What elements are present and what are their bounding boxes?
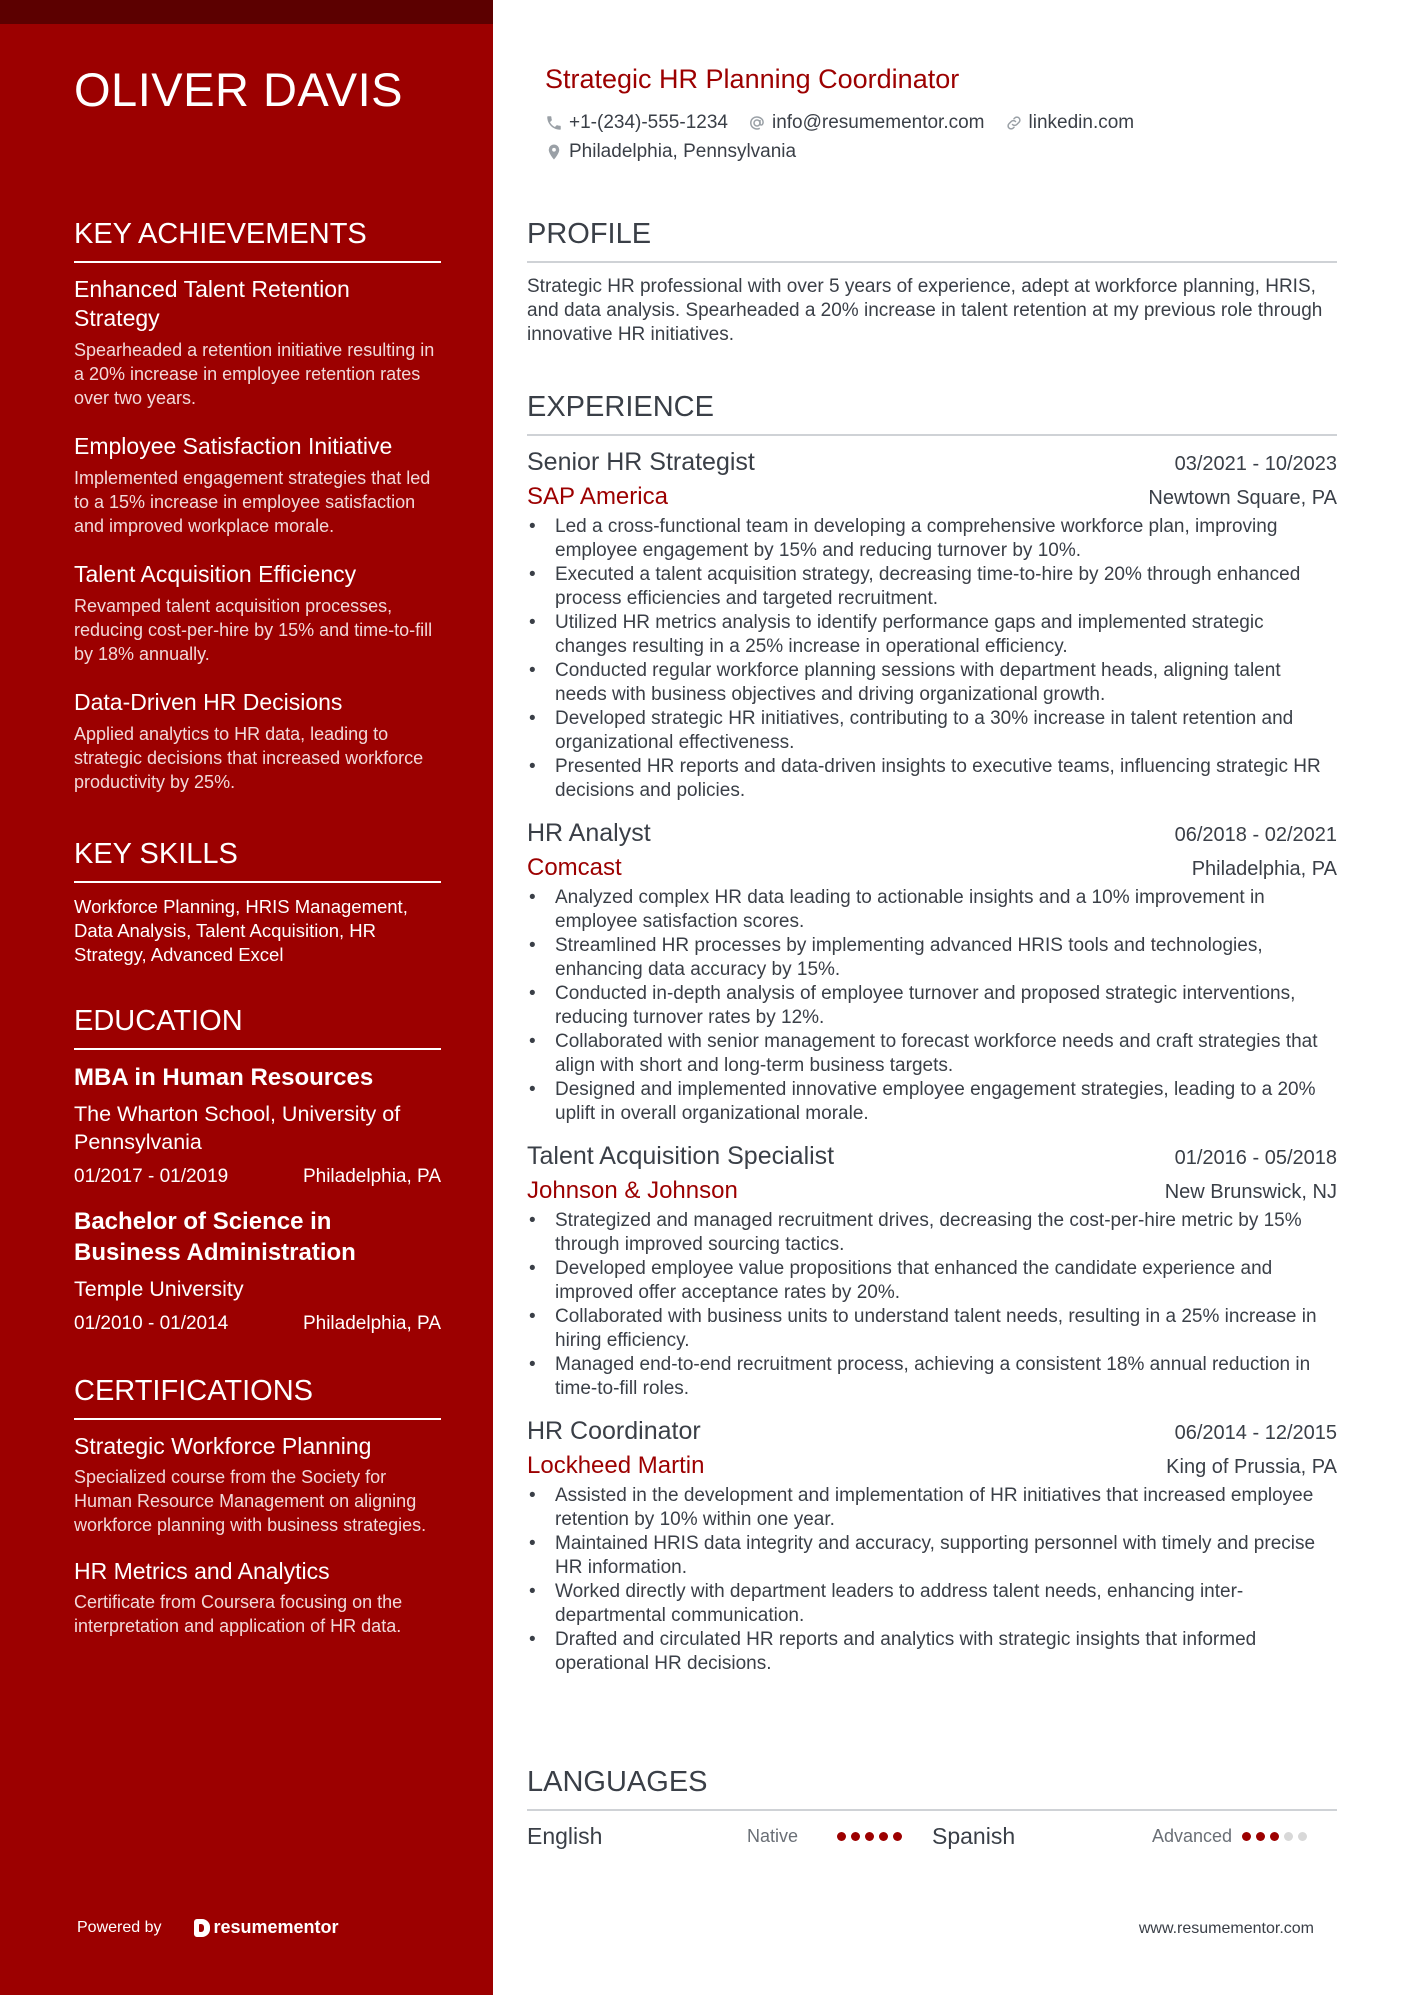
achievement-title: Enhanced Talent Retention Strategy xyxy=(74,276,350,331)
achievement-item xyxy=(74,432,441,538)
education-location: Philadelphia, PA xyxy=(302,1313,441,1334)
certification-item xyxy=(74,1557,441,1638)
certification-item xyxy=(74,1432,441,1537)
job-entry xyxy=(527,819,1337,1126)
job-bullet: • Drafted and circulated HR reports and analytics with strategic insights that informed operational HR decisions. xyxy=(527,1628,1337,1676)
linkedin-text: linkedin.com xyxy=(1028,112,1135,133)
job-bullet: • Developed employee value propositions that enhanced the candidate experience and improved offer acceptance rates by 20%. xyxy=(527,1257,1337,1305)
profile-text: Strategic HR professional with over 5 years of experience, adept at workforce planning, HRIS, and data analysis. Spearheaded a 20% increase in talent retention at my previous role through innovative HR initiatives. xyxy=(527,276,1323,345)
job-location: Newtown Square, PA xyxy=(1148,487,1337,509)
language-level: Native xyxy=(747,1826,799,1846)
job-entry xyxy=(527,1417,1337,1676)
brand-logo-icon xyxy=(194,1919,210,1937)
powered-by-label: Powered by xyxy=(77,1918,162,1936)
contact-info xyxy=(545,112,1345,170)
achievement-desc: Implemented engagement strategies that led to a 15% increase in employee satisfaction and improved workplace morale. xyxy=(74,468,431,536)
proficiency-dot xyxy=(879,1832,888,1841)
job-company: Comcast xyxy=(527,854,622,881)
language-dots xyxy=(837,1832,902,1841)
achievement-item xyxy=(74,275,441,410)
education-dates: 01/2010 - 01/2014 xyxy=(74,1313,229,1334)
proficiency-dot xyxy=(1270,1832,1279,1841)
proficiency-dot xyxy=(1284,1832,1293,1841)
education-school: The Wharton School, University of Pennsylvania xyxy=(74,1102,401,1154)
languages-section xyxy=(527,1766,1337,1850)
location-contact xyxy=(545,141,796,163)
email-text: info@resumementor.com xyxy=(771,112,985,133)
achievement-desc: Applied analytics to HR data, leading to strategic decisions that increased workforce productivity by 25%. xyxy=(74,724,424,792)
linkedin-contact[interactable] xyxy=(1005,112,1135,134)
education-heading: EDUCATION xyxy=(74,1005,441,1050)
job-location: New Brunswick, NJ xyxy=(1164,1181,1337,1203)
skills-text: Workforce Planning, HRIS Management, Data Analysis, Talent Acquisition, HR Strategy, Advanced Excel xyxy=(74,896,408,965)
job-dates: 06/2014 - 12/2015 xyxy=(1174,1422,1337,1444)
job-location: Philadelphia, PA xyxy=(1191,858,1337,880)
proficiency-dot xyxy=(1242,1832,1251,1841)
brand-name: resumementor xyxy=(213,1917,339,1937)
certification-desc: Certificate from Coursera focusing on the interpretation and application of HR data. xyxy=(74,1592,403,1636)
achievement-desc: Spearheaded a retention initiative resulting in a 20% increase in employee retention rates over two years. xyxy=(74,340,435,408)
job-bullet: • Conducted regular workforce planning sessions with department heads, aligning talent needs with business objectives and driving organizational growth. xyxy=(527,659,1337,707)
language-item xyxy=(932,1823,1337,1850)
job-entry xyxy=(527,1142,1337,1401)
sidebar-top-bar xyxy=(0,0,493,24)
job-bullets xyxy=(527,515,1337,803)
languages-heading: LANGUAGES xyxy=(527,1766,1337,1811)
proficiency-dot xyxy=(893,1832,902,1841)
job-bullet: • Streamlined HR processes by implementing advanced HRIS tools and technologies, enhancing data accuracy by 15%. xyxy=(527,934,1337,982)
profile-section xyxy=(527,218,1337,347)
language-level: Advanced xyxy=(1152,1826,1233,1846)
education-degree: Bachelor of Science in Business Administration xyxy=(74,1208,356,1266)
candidate-name: OLIVER DAVIS xyxy=(74,63,404,116)
job-entry xyxy=(527,448,1337,803)
education-degree: MBA in Human Resources xyxy=(74,1064,374,1091)
skills-heading: KEY SKILLS xyxy=(74,838,441,883)
job-bullet: • Designed and implemented innovative employee engagement strategies, leading to a 20% uplift in overall organizational morale. xyxy=(527,1078,1337,1126)
job-title: Talent Acquisition Specialist xyxy=(527,1142,835,1170)
proficiency-dot xyxy=(1256,1832,1265,1841)
job-bullet: • Worked directly with department leaders to address talent needs, enhancing inter-departmental communication. xyxy=(527,1580,1337,1628)
achievement-item xyxy=(74,688,441,794)
education-dates: 01/2017 - 01/2019 xyxy=(74,1166,229,1187)
location-pin-icon xyxy=(545,143,563,161)
footer-website[interactable]: www.resumementor.com xyxy=(1138,1920,1314,1937)
job-bullet: • Assisted in the development and implementation of HR initiatives that increased employee retention by 10% within one year. xyxy=(527,1484,1337,1532)
proficiency-dot xyxy=(1298,1832,1307,1841)
job-bullets xyxy=(527,886,1337,1126)
phone-text: +1-(234)-555-1234 xyxy=(569,112,728,133)
education-item xyxy=(74,1206,441,1335)
phone-icon xyxy=(545,114,563,132)
education-item xyxy=(74,1062,441,1188)
job-bullet: • Utilized HR metrics analysis to identify performance gaps and implemented strategic changes resulting in a 25% increase in operational efficiency. xyxy=(527,611,1337,659)
proficiency-dot xyxy=(865,1832,874,1841)
job-bullet: • Collaborated with senior management to forecast workforce needs and craft strategies that align with short and long-term business targets. xyxy=(527,1030,1337,1078)
job-dates: 03/2021 - 10/2023 xyxy=(1174,453,1337,475)
link-icon xyxy=(1005,114,1023,132)
job-company: Johnson & Johnson xyxy=(527,1177,738,1204)
job-bullets xyxy=(527,1484,1337,1676)
job-bullet: • Strategized and managed recruitment drives, decreasing the cost-per-hire metric by 15% through improved sourcing tactics. xyxy=(527,1209,1337,1257)
job-bullet: • Analyzed complex HR data leading to actionable insights and a 10% improvement in employee satisfaction scores. xyxy=(527,886,1337,934)
profile-heading: PROFILE xyxy=(527,218,1337,263)
certification-desc: Specialized course from the Society for Human Resource Management on aligning workforce planning with business strategies. xyxy=(74,1467,427,1535)
achievements-list xyxy=(74,275,441,794)
job-location: King of Prussia, PA xyxy=(1166,1456,1337,1478)
proficiency-dot xyxy=(837,1832,846,1841)
certification-title: HR Metrics and Analytics xyxy=(74,1558,330,1584)
achievement-title: Employee Satisfaction Initiative xyxy=(74,433,393,459)
achievement-title: Data-Driven HR Decisions xyxy=(74,689,343,715)
education-school: Temple University xyxy=(74,1277,244,1301)
job-title: HR Coordinator xyxy=(527,1417,701,1445)
sidebar xyxy=(0,0,493,1995)
education-location: Philadelphia, PA xyxy=(302,1166,441,1187)
experience-section xyxy=(527,391,1337,1692)
email-contact[interactable] xyxy=(748,112,985,134)
achievement-title: Talent Acquisition Efficiency xyxy=(74,561,357,587)
job-company: SAP America xyxy=(527,483,668,510)
language-dots xyxy=(1242,1832,1307,1841)
job-bullet: • Managed end-to-end recruitment process, achieving a consistent 18% annual reduction in time-to-fill roles. xyxy=(527,1353,1337,1401)
achievement-item xyxy=(74,560,441,666)
achievements-heading: KEY ACHIEVEMENTS xyxy=(74,218,441,263)
job-bullet: • Led a cross-functional team in developing a comprehensive workforce plan, improving employee engagement by 15% and reducing turnover by 10%. xyxy=(527,515,1337,563)
job-title: HR Analyst xyxy=(527,819,651,847)
job-bullets xyxy=(527,1209,1337,1401)
job-bullet: • Conducted in-depth analysis of employee turnover and proposed strategic interventions, reducing turnover rates by 12%. xyxy=(527,982,1337,1030)
proficiency-dot xyxy=(851,1832,860,1841)
job-bullet: • Presented HR reports and data-driven insights to executive teams, influencing strategic HR decisions and policies. xyxy=(527,755,1337,803)
language-name: Spanish xyxy=(932,1823,1016,1849)
powered-by xyxy=(77,1917,339,1938)
job-bullet: • Executed a talent acquisition strategy, decreasing time-to-hire by 20% through enhanced process efficiencies and targeted recruitment. xyxy=(527,563,1337,611)
language-name: English xyxy=(527,1823,603,1849)
at-icon xyxy=(748,114,766,132)
achievement-desc: Revamped talent acquisition processes, reducing cost-per-hire by 15% and time-to-fill by 18% annually. xyxy=(74,596,433,664)
job-bullet: • Collaborated with business units to understand talent needs, resulting in a 25% increase in hiring efficiency. xyxy=(527,1305,1337,1353)
location-text: Philadelphia, Pennsylvania xyxy=(569,141,797,162)
job-company: Lockheed Martin xyxy=(527,1452,705,1479)
job-bullet: • Maintained HRIS data integrity and accuracy, supporting personnel with timely and precise HR information. xyxy=(527,1532,1337,1580)
language-item xyxy=(527,1823,932,1850)
certifications-heading: CERTIFICATIONS xyxy=(74,1375,441,1420)
sidebar-content xyxy=(74,218,441,1658)
job-dates: 01/2016 - 05/2018 xyxy=(1174,1147,1337,1169)
phone-contact[interactable] xyxy=(545,112,728,134)
experience-heading: EXPERIENCE xyxy=(527,391,1337,436)
job-title: Senior HR Strategist xyxy=(527,448,755,476)
job-bullet: • Developed strategic HR initiatives, contributing to a 30% increase in talent retention and organizational effectiveness. xyxy=(527,707,1337,755)
brand-logo[interactable] xyxy=(194,1917,339,1938)
job-dates: 06/2018 - 02/2021 xyxy=(1174,824,1337,846)
job-role-title: Strategic HR Planning Coordinator xyxy=(545,64,960,94)
certification-title: Strategic Workforce Planning xyxy=(74,1433,372,1459)
